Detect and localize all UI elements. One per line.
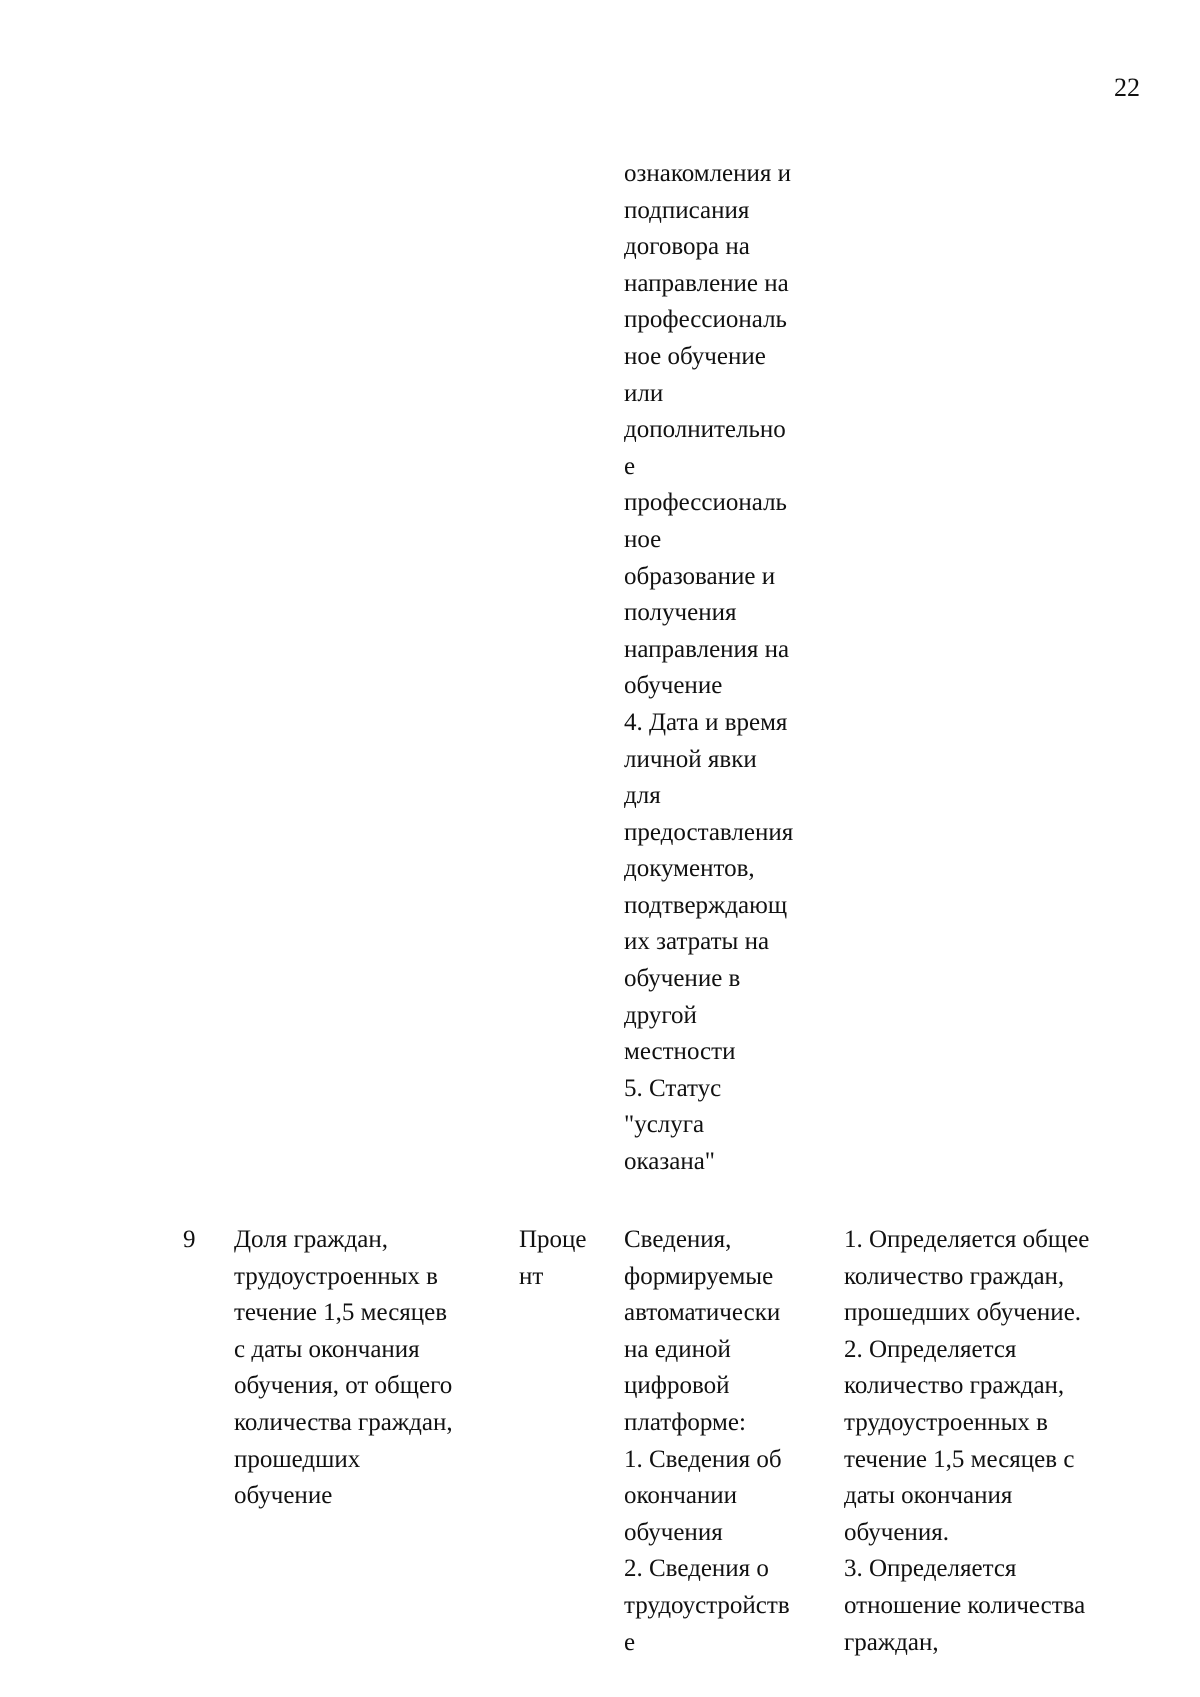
row-number: 9 bbox=[183, 1226, 196, 1253]
unit-cell: Проце нт bbox=[519, 1226, 587, 1290]
indicator-name-cell: Доля граждан, трудоустроенных в течение 1,5 месяцев с даты окончания обучения, от общего количества граждан, прошедших обучение bbox=[234, 1226, 453, 1510]
data-source-cell: Сведения, формируемые автоматически на единой цифровой платформе: 1. Сведения об окончании обучения 2. Сведения о трудоустройств е bbox=[624, 1226, 790, 1656]
calculation-method-cell: 1. Определяется общее количество граждан, прошедших обучение. 2. Определяется количество граждан, трудоустроенных в течение 1,5 месяцев с даты окончания обучения. 3. Определяется отношение количества граждан, bbox=[844, 1226, 1090, 1656]
page-number: 22 bbox=[1114, 73, 1140, 102]
continued-data-source-cell: ознакомления и подписания договора на направление на профессиональ ное обучение или дополнительно е профессиональ ное образование и получения направления на обучение 4. Дата и время личной явки для предоставления документов, подтверждающ их затраты на обучение в другой местности 5. Статус "услуга оказана" bbox=[624, 160, 794, 1176]
